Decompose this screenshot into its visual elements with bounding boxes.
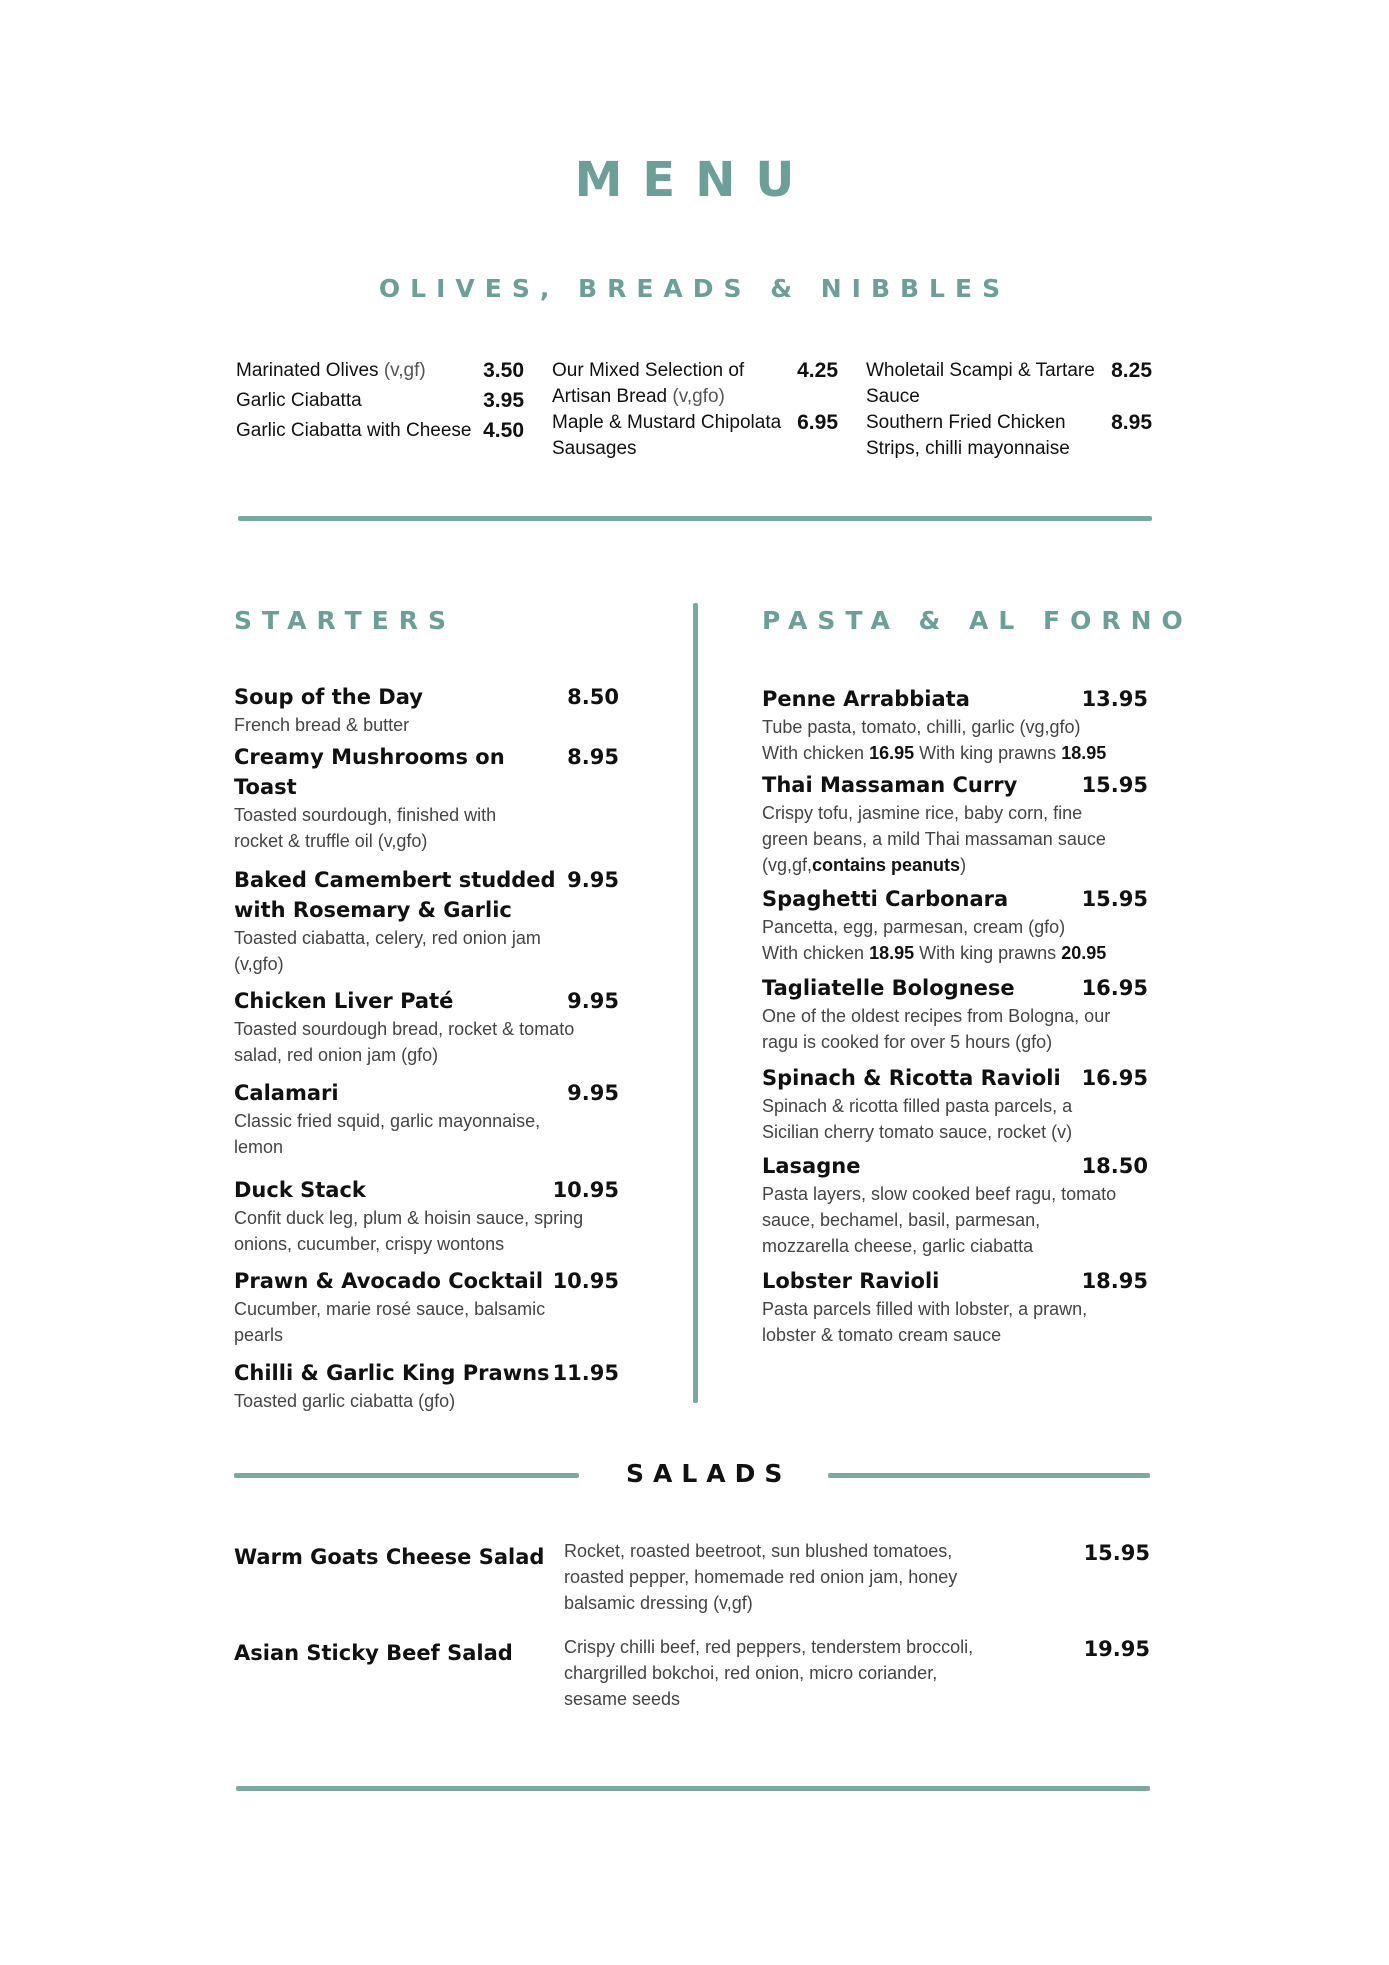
salad-item <box>234 1634 1150 1724</box>
item-price: 15.95 <box>1081 773 1148 797</box>
item-desc: Tube pasta, tomato, chilli, garlic (vg,gfo) <box>762 717 1081 737</box>
list-item <box>552 358 838 410</box>
item-price: 15.95 <box>1081 887 1148 911</box>
pasta-item <box>762 884 1148 966</box>
item-price: 9.95 <box>567 989 619 1013</box>
list-item <box>236 358 524 388</box>
item-desc: Toasted garlic ciabatta (gfo) <box>234 1391 456 1411</box>
salads-rule-left <box>234 1473 579 1478</box>
item-price: 13.95 <box>1081 687 1148 711</box>
item-desc: Pasta parcels filled with lobster, a prawn, lobster & tomato cream sauce <box>762 1299 1088 1345</box>
item-name-line2: Sauce <box>866 386 920 407</box>
item-name-line2: Artisan Bread <box>552 386 668 407</box>
item-name-line2: Strips, chilli mayonnaise <box>866 438 1070 459</box>
menu-title: MENU <box>574 152 815 208</box>
list-item <box>236 388 524 418</box>
item-desc: Toasted sourdough, finished with rocket & truffle oil (v,gfo) <box>234 805 497 851</box>
starter-item <box>234 986 619 1068</box>
item-diet: (v,gf) <box>383 360 426 381</box>
item-name-line1: Southern Fried Chicken <box>866 412 1066 433</box>
item-desc: Rocket, roasted beetroot, sun blushed tomatoes, roasted pepper, homemade red onion jam, honey balsamic dressing (v,gf) <box>564 1541 958 1613</box>
item-price: 4.25 <box>797 359 838 382</box>
item-price: 8.95 <box>1111 411 1152 434</box>
starter-item <box>234 865 619 977</box>
item-name: Spinach & Ricotta Ravioli <box>762 1066 1061 1090</box>
item-price: 18.50 <box>1081 1154 1148 1178</box>
starter-item <box>234 1175 619 1257</box>
item-price: 9.95 <box>567 1081 619 1105</box>
item-name: Duck Stack <box>234 1178 366 1202</box>
item-desc: Cucumber, marie rosé sauce, balsamic pearls <box>234 1299 546 1345</box>
list-item <box>866 358 1152 410</box>
item-desc: Toasted ciabatta, celery, red onion jam (v,gfo) <box>234 928 541 974</box>
item-name: Baked Camembert studded with Rosemary & Garlic <box>234 868 556 922</box>
item-price: 8.25 <box>1111 359 1152 382</box>
item-desc: French bread & butter <box>234 715 410 735</box>
item-price: 16.95 <box>1081 976 1148 1000</box>
item-name: Garlic Ciabatta with Cheese <box>236 420 472 441</box>
item-name: Thai Massaman Curry <box>762 773 1018 797</box>
item-name: Lasagne <box>762 1154 861 1178</box>
item-price: 6.95 <box>797 411 838 434</box>
salads-rule-right <box>828 1473 1150 1478</box>
item-price: 10.95 <box>552 1269 619 1293</box>
item-name: Creamy Mushrooms on Toast <box>234 745 505 799</box>
item-name: Soup of the Day <box>234 685 423 709</box>
starter-item <box>234 1266 619 1348</box>
nibbles-col-1 <box>236 358 524 448</box>
pasta-item <box>762 684 1148 766</box>
pasta-item <box>762 770 1148 878</box>
item-desc: Confit duck leg, plum & hoisin sauce, spring onions, cucumber, crispy wontons <box>234 1208 584 1254</box>
item-desc: Pasta layers, slow cooked beef ragu, tomato sauce, bechamel, basil, parmesan, mozzarella cheese, garlic ciabatta <box>762 1184 1117 1256</box>
salads-heading: SALADS <box>626 1459 792 1488</box>
item-price: 9.95 <box>567 868 619 892</box>
item-desc: One of the oldest recipes from Bologna, our ragu is cooked for over 5 hours (gfo) <box>762 1006 1111 1052</box>
item-name: Lobster Ravioli <box>762 1269 940 1293</box>
divider-bottom <box>236 1786 1150 1791</box>
item-name: Chilli & Garlic King Prawns <box>234 1361 550 1385</box>
starter-item <box>234 742 619 854</box>
nibbles-col-2 <box>552 358 838 462</box>
item-name-line1: Our Mixed Selection of <box>552 360 745 381</box>
item-desc: Spinach & ricotta filled pasta parcels, a Sicilian cherry tomato sauce, rocket (v) <box>762 1096 1073 1142</box>
item-name: Prawn & Avocado Cocktail <box>234 1269 544 1293</box>
item-desc: Crispy tofu, jasmine rice, baby corn, fine green beans, a mild Thai massaman sauce (vg,gf,contains peanuts) <box>762 803 1106 875</box>
item-name: Calamari <box>234 1081 339 1105</box>
salad-item <box>234 1538 1150 1628</box>
item-extras: With chicken 16.95 With king prawns 18.95 <box>762 743 1107 763</box>
item-desc: Crispy chilli beef, red peppers, tenderstem broccoli, chargrilled bokchoi, red onion, micro coriander, sesame seeds <box>564 1637 974 1709</box>
nibbles-heading: OLIVES, BREADS & NIBBLES <box>378 274 1011 303</box>
pasta-item <box>762 973 1148 1055</box>
item-name: Tagliatelle Bolognese <box>762 976 1015 1000</box>
divider-nibbles <box>238 516 1152 521</box>
starter-item <box>234 1358 619 1414</box>
nibbles-col-3 <box>866 358 1152 462</box>
item-diet: (v,gfo) <box>672 386 725 407</box>
item-price: 3.95 <box>483 389 524 412</box>
list-item <box>552 410 838 462</box>
item-desc: Classic fried squid, garlic mayonnaise, lemon <box>234 1111 541 1157</box>
item-name: Asian Sticky Beef Salad <box>234 1641 513 1665</box>
item-price: 3.50 <box>483 359 524 382</box>
column-divider <box>693 603 698 1403</box>
item-name-line1: Maple & Mustard Chipolata <box>552 412 782 433</box>
item-name-line1: Wholetail Scampi & Tartare <box>866 360 1095 381</box>
pasta-item <box>762 1063 1148 1145</box>
item-price: 16.95 <box>1081 1066 1148 1090</box>
item-extras: With chicken 18.95 With king prawns 20.95 <box>762 943 1107 963</box>
item-price: 19.95 <box>1083 1637 1150 1661</box>
item-price: 8.95 <box>567 745 619 769</box>
item-name: Penne Arrabbiata <box>762 687 970 711</box>
item-name: Warm Goats Cheese Salad <box>234 1545 545 1569</box>
item-name: Spaghetti Carbonara <box>762 887 1009 911</box>
item-price: 11.95 <box>552 1361 619 1385</box>
list-item <box>866 410 1152 462</box>
starters-heading: STARTERS <box>234 606 456 635</box>
list-item <box>236 418 524 448</box>
pasta-item <box>762 1151 1148 1259</box>
item-desc: Pancetta, egg, parmesan, cream (gfo) <box>762 917 1066 937</box>
item-price: 4.50 <box>483 419 524 442</box>
starter-item <box>234 1078 619 1160</box>
item-price: 8.50 <box>567 685 619 709</box>
item-desc: Toasted sourdough bread, rocket & tomato salad, red onion jam (gfo) <box>234 1019 575 1065</box>
item-name: Chicken Liver Paté <box>234 989 454 1013</box>
item-name: Marinated Olives <box>236 360 379 381</box>
item-price: 15.95 <box>1083 1541 1150 1565</box>
item-name: Garlic Ciabatta <box>236 390 362 411</box>
pasta-heading: PASTA & AL FORNO <box>762 606 1193 635</box>
pasta-item <box>762 1266 1148 1348</box>
item-name-line2: Sausages <box>552 438 637 459</box>
starter-item <box>234 682 619 738</box>
item-price: 10.95 <box>552 1178 619 1202</box>
item-price: 18.95 <box>1081 1269 1148 1293</box>
